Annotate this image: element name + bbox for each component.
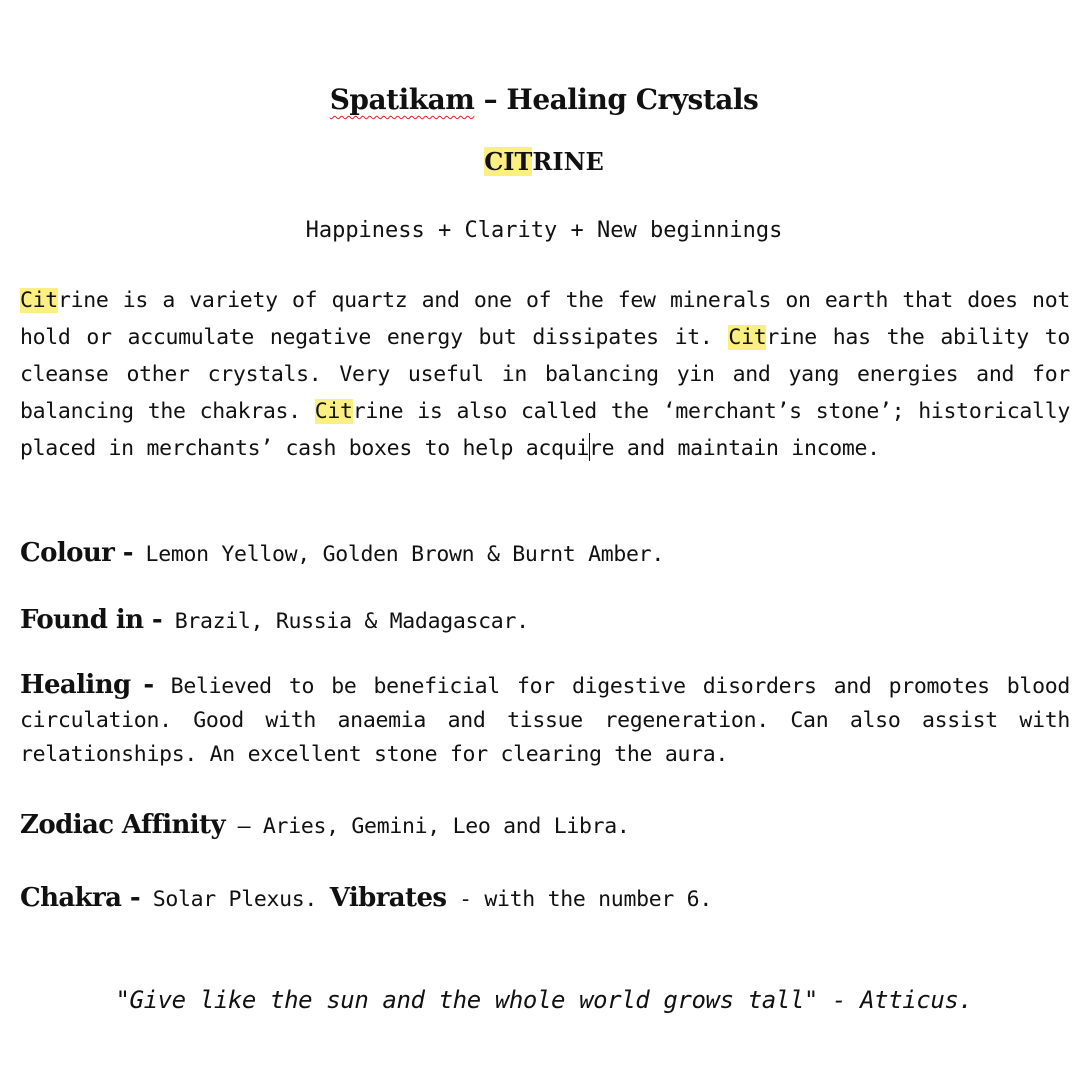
intro-sentence-2: rine has the ability to cleanse other crystals. Very useful in balancing yin and yang energies and for balancing the chakras. bbox=[20, 325, 1070, 424]
found-line bbox=[20, 601, 1070, 641]
healing-value: Believed to be beneficial for digestive disorders and promotes blood circulation. Good with anaemia and tissue regeneration. Can also assist with relationships. An excellent stone for clearing the aura. bbox=[20, 674, 1071, 767]
stone-name-rest: RINE bbox=[532, 147, 604, 176]
intro-paragraph bbox=[20, 282, 1070, 467]
intro-sentence-3b: re and maintain income. bbox=[589, 436, 880, 461]
vibrates-value: - with the number 6. bbox=[446, 887, 712, 912]
closing-quote: "Give like the sun and the whole world grows tall" - Atticus. bbox=[115, 986, 973, 1014]
title-separator: – bbox=[474, 83, 507, 116]
chakra-label: Chakra - bbox=[20, 883, 141, 913]
title-text: Healing Crystals bbox=[506, 83, 759, 116]
highlight-3: Cit bbox=[314, 399, 353, 424]
zodiac-value: – Aries, Gemini, Leo and Libra. bbox=[224, 814, 630, 839]
intro-sentence-1: rine is a variety of quartz and one of the few minerals on earth that does not hold or accumulate negative energy but dissipates it. bbox=[20, 288, 1070, 350]
stone-name-highlight: CIT bbox=[484, 147, 533, 176]
tagline: Happiness + Clarity + New beginnings bbox=[305, 218, 783, 243]
healing-label: Healing - bbox=[20, 670, 154, 700]
vibrates-label: Vibrates bbox=[329, 883, 447, 913]
page-title bbox=[0, 80, 1088, 120]
colour-value: Lemon Yellow, Golden Brown & Burnt Amber. bbox=[132, 542, 664, 567]
chakra-line bbox=[20, 879, 1070, 919]
healing-paragraph bbox=[20, 668, 1070, 772]
colour-line bbox=[20, 534, 1070, 574]
intro-sentence-3a: rine is also called the ‘merchant’s stone’; historically placed in merchants’ cash boxes to help acqui bbox=[20, 399, 1070, 461]
zodiac-line bbox=[20, 806, 1070, 846]
highlight-1: Cit bbox=[20, 288, 58, 313]
chakra-value: Solar Plexus. bbox=[140, 887, 330, 912]
found-label: Found in - bbox=[20, 605, 163, 635]
colour-label: Colour - bbox=[20, 538, 133, 568]
brand-name: Spatikam bbox=[329, 83, 475, 116]
stone-name bbox=[0, 144, 1088, 180]
highlight-2: Cit bbox=[728, 325, 767, 350]
found-value: Brazil, Russia & Madagascar. bbox=[162, 609, 529, 634]
zodiac-label: Zodiac Affinity bbox=[20, 810, 225, 840]
